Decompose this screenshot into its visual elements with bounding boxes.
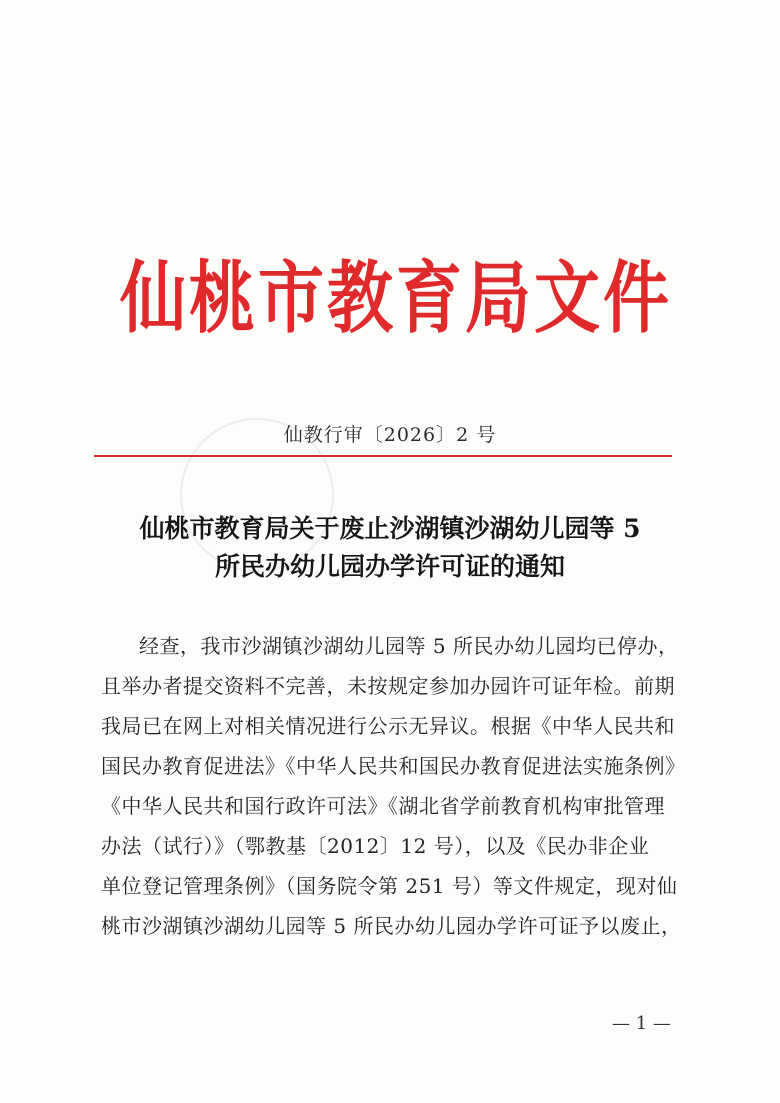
- document-title: [96, 510, 684, 586]
- body-line: 经查，我市沙湖镇沙湖幼儿园等 5 所民办幼儿园均已停办，: [139, 634, 679, 658]
- issuing-authority-header: 仙桃市教育局文件: [120, 251, 672, 345]
- page-number: — 1 —: [612, 1013, 671, 1034]
- red-separator-line: [94, 455, 672, 457]
- body-paragraph: [101, 626, 686, 946]
- body-line: 且举办者提交资料不完善，未按规定参加办园许可证年检。前期: [101, 674, 675, 698]
- body-line: 国民办教育促进法》《中华人民共和国民办教育促进法实施条例》: [101, 754, 686, 778]
- document-number: 仙教行审〔2026〕2 号: [283, 424, 497, 446]
- body-line: 桃市沙湖镇沙湖幼儿园等 5 所民办幼儿园办学许可证予以废止，: [101, 914, 682, 938]
- body-line: 办法（试行）》（鄂教基〔2012〕12 号），以及《民办非企业: [101, 834, 650, 858]
- body-line: 我局已在网上对相关情况进行公示无异议。根据《中华人民共和: [101, 714, 675, 738]
- document-title-line-1: 仙桃市教育局关于废止沙湖镇沙湖幼儿园等 5: [139, 514, 641, 543]
- body-line: 《中华人民共和国行政许可法》《湖北省学前教育机构审批管理: [101, 794, 665, 818]
- body-line: 单位登记管理条例》（国务院令第 251 号）等文件规定，现对仙: [101, 874, 678, 898]
- document-title-line-2: 所民办幼儿园办学许可证的通知: [214, 552, 565, 581]
